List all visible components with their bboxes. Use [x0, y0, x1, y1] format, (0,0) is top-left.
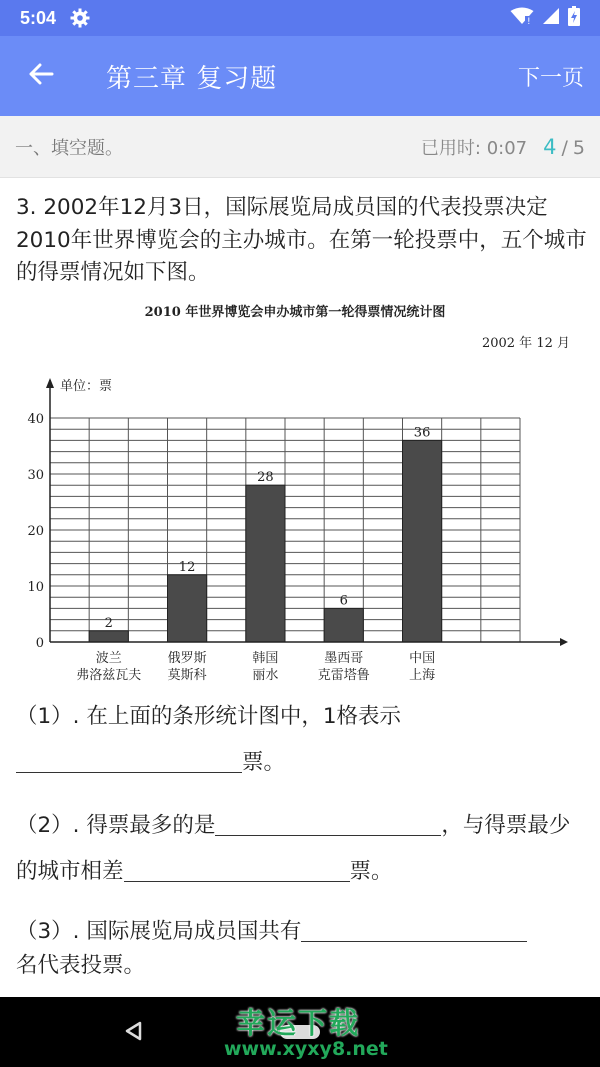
sub-question-3-text: （3）. 国际展览局成员国共有 — [16, 919, 302, 944]
watermark-url: www.xyxy8.net — [224, 1038, 388, 1060]
y-tick-label: 30 — [27, 468, 44, 483]
sub-question-2-mid: ，与得票最少的城市相差 — [16, 813, 571, 884]
chart-category-label: 莫斯科 — [167, 668, 207, 683]
sub-question-2 — [16, 803, 588, 895]
question-text: 3. 2002年12月3日，国际展览局成员国的代表投票决定2010年世界博览会的主办城市。在第一轮投票中，五个城市的得票情况如下图。 — [16, 195, 587, 285]
watermark-title: 幸运下载 — [236, 1006, 361, 1040]
page-separator: / — [561, 136, 568, 159]
sub-question-2-suffix: 票。 — [349, 859, 393, 884]
section-header — [0, 116, 600, 178]
battery-icon — [568, 6, 580, 30]
chart-subtitle: 2002 年 12 月 — [481, 336, 570, 351]
page-total: 5 — [572, 136, 585, 159]
y-tick-label: 10 — [27, 580, 44, 595]
chart-category-label: 丽水 — [252, 668, 279, 683]
page-current: 4 — [543, 134, 557, 159]
nav-back-triangle-icon[interactable] — [122, 1019, 146, 1043]
chart-bar — [168, 575, 207, 642]
wifi-icon — [510, 7, 534, 29]
chart-category-label: 上海 — [409, 668, 436, 683]
chart-category-label: 弗洛兹瓦夫 — [76, 668, 142, 683]
chart-y-label: 单位：票 — [60, 379, 113, 394]
status-time: 5:04 — [20, 7, 57, 28]
elapsed-time: 已用时: 0:07 — [420, 137, 528, 159]
sub-question-1-suffix: 票。 — [242, 750, 286, 775]
chart-svg — [14, 296, 586, 688]
sub-question-2-text: （2）. 得票最多的是 — [16, 813, 216, 838]
app-bar — [0, 36, 600, 116]
answer-blank-1[interactable] — [16, 745, 242, 773]
chart-data-label: 36 — [413, 425, 431, 441]
chart-category-label: 俄罗斯 — [167, 651, 207, 666]
chart-category-label: 墨西哥 — [324, 651, 364, 666]
answer-blank-2b[interactable] — [124, 854, 350, 882]
x-axis-arrow — [560, 638, 568, 646]
chart-bars — [76, 425, 441, 683]
chart-data-label: 28 — [257, 470, 274, 486]
y-axis-arrow — [46, 378, 54, 388]
chart-category-label: 中国 — [409, 651, 436, 666]
sub-question-3 — [16, 914, 588, 983]
chart-bar — [89, 631, 128, 642]
next-page-button[interactable]: 下一页 — [517, 65, 584, 91]
y-tick-label: 40 — [27, 412, 44, 427]
chart-bar — [246, 485, 285, 642]
chart-title: 2010 年世界博览会申办城市第一轮得票情况统计图 — [144, 305, 446, 320]
chart-axes — [27, 378, 568, 651]
answer-blank-3[interactable] — [301, 914, 527, 942]
y-tick-label: 0 — [35, 636, 44, 651]
back-button[interactable] — [0, 36, 82, 116]
settings-gear-icon — [70, 8, 90, 28]
chart-category-label: 克雷塔鲁 — [317, 668, 370, 683]
chart-category-label: 波兰 — [95, 651, 122, 666]
chart-data-label: 6 — [339, 593, 348, 609]
bar-chart — [14, 296, 586, 688]
chart-data-label: 2 — [104, 615, 113, 631]
chart-bar — [403, 440, 442, 642]
answer-blank-2a[interactable] — [215, 808, 441, 836]
page-title: 第三章 复习题 — [106, 63, 278, 94]
sub-question-1 — [16, 694, 588, 786]
chart-bar — [324, 608, 363, 642]
sub-question-1-text: （1）. 在上面的条形统计图中，1格表示 — [16, 704, 402, 729]
y-tick-label: 20 — [27, 524, 44, 539]
chart-data-label: 12 — [178, 559, 196, 575]
sub-question-3-suffix: 名代表投票。 — [16, 953, 146, 978]
chart-category-label: 韩国 — [252, 651, 279, 666]
section-title: 一、填空题。 — [15, 137, 123, 159]
arrow-left-icon — [28, 63, 54, 89]
status-bar — [0, 0, 600, 36]
cellular-signal-icon — [542, 7, 560, 29]
svg-text:!: ! — [527, 17, 531, 25]
